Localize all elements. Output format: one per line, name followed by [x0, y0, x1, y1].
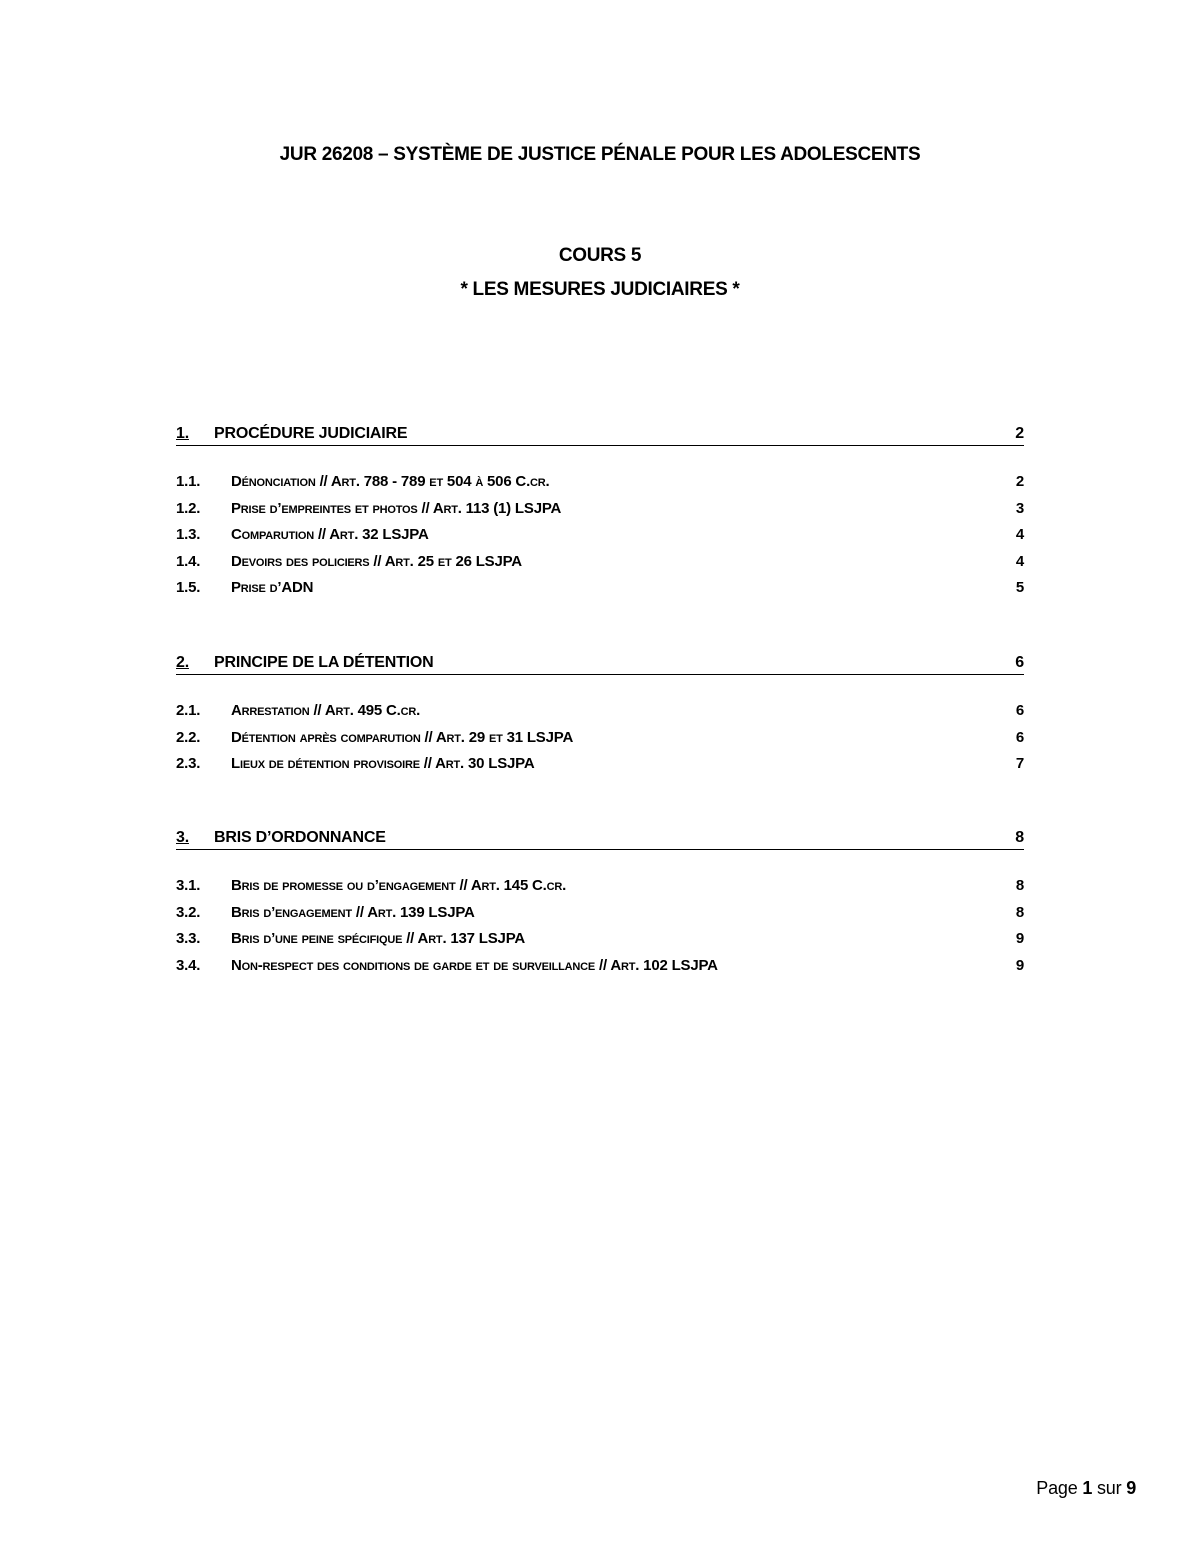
toc-section-1 — [176, 421, 1024, 606]
toc-entry-page: 8 — [1015, 877, 1024, 894]
toc-entry-title: Prise d’ADN — [231, 579, 314, 596]
toc-entry[interactable] — [176, 526, 1024, 553]
toc-entry-page: 6 — [1015, 728, 1024, 746]
toc-entry-number: 3.2. — [176, 903, 201, 921]
toc-entry-page: 8 — [1015, 903, 1024, 921]
footer-page-word: Page — [1036, 1478, 1078, 1498]
toc-entry[interactable] — [176, 755, 1024, 782]
footer-of-word: sur — [1096, 1478, 1122, 1498]
toc-entry-title: Arrestation // Art. 495 C.cr. — [231, 702, 421, 719]
toc-entry-title: Devoirs des policiers // Art. 25 et 26 LSJPA — [231, 552, 522, 570]
toc-heading-title: BRIS D’ORDONNANCE — [214, 829, 386, 846]
toc-entry-page: 4 — [1015, 552, 1024, 570]
toc-entry[interactable] — [176, 957, 1024, 984]
toc-entry-page: 7 — [1015, 755, 1024, 772]
toc-entry[interactable] — [176, 877, 1024, 904]
toc-entry-number: 3.3. — [176, 930, 201, 947]
footer-current-page: 1 — [1082, 1478, 1093, 1498]
toc-entry-number: 1.1. — [176, 473, 201, 490]
toc-entry-number: 2.2. — [176, 728, 201, 746]
toc-heading-number: 1. — [176, 425, 189, 442]
document-title: JUR 26208 – SYSTÈME DE JUSTICE PÉNALE POUR LES ADOLESCENTS — [279, 144, 921, 165]
toc-heading-title: PROCÉDURE JUDICIAIRE — [214, 425, 408, 442]
toc-entry[interactable] — [176, 500, 1024, 527]
toc-entry-title: Détention après comparution // Art. 29 et 31 LSJPA — [231, 728, 574, 746]
page-footer — [1036, 1478, 1136, 1499]
toc-heading-page: 2 — [1015, 425, 1024, 442]
toc-heading-number: 2. — [176, 654, 189, 671]
toc-entry-page: 9 — [1015, 930, 1024, 947]
toc-section-3 — [176, 825, 1024, 983]
toc-heading-page: 6 — [1015, 654, 1024, 671]
toc-entry[interactable] — [176, 553, 1024, 580]
toc-entry-page: 4 — [1015, 526, 1024, 543]
toc-entry-title: Non-respect des conditions de garde et de surveillance // Art. 102 LSJPA — [231, 956, 718, 974]
toc-entry-title: Dénonciation // Art. 788 - 789 et 504 à 506 C.cr. — [231, 473, 550, 490]
toc-heading[interactable] — [176, 825, 1024, 850]
toc-entry-page: 5 — [1015, 579, 1024, 596]
toc-entry-number: 3.1. — [176, 877, 201, 894]
toc-entry-page: 6 — [1015, 702, 1024, 719]
toc-heading-page: 8 — [1015, 829, 1024, 846]
toc-section-2 — [176, 650, 1024, 782]
toc-entry-number: 2.1. — [176, 702, 201, 719]
toc-heading-number: 3. — [176, 829, 189, 846]
toc-entry-title: Bris d’une peine spécifique // Art. 137 LSJPA — [231, 930, 526, 947]
toc-entry-number: 1.5. — [176, 579, 201, 596]
toc-entry-number: 1.2. — [176, 499, 201, 517]
toc-entry[interactable] — [176, 729, 1024, 756]
toc-entry-page: 9 — [1015, 956, 1024, 974]
toc-entry[interactable] — [176, 473, 1024, 500]
toc-heading[interactable] — [176, 650, 1024, 675]
toc-entry-number: 1.4. — [176, 552, 201, 570]
toc-entry[interactable] — [176, 904, 1024, 931]
toc-entry-number: 2.3. — [176, 755, 201, 772]
toc-heading[interactable] — [176, 421, 1024, 446]
toc-heading-title: PRINCIPE DE LA DÉTENTION — [214, 654, 434, 671]
toc-entry[interactable] — [176, 930, 1024, 957]
footer-total-pages: 9 — [1126, 1478, 1136, 1498]
toc-entry-page: 2 — [1015, 473, 1024, 490]
course-number: COURS 5 — [558, 245, 642, 266]
course-subject: * LES MESURES JUDICIAIRES * — [460, 279, 740, 300]
toc-entry-number: 1.3. — [176, 526, 201, 543]
toc-entry-title: Bris de promesse ou d’engagement // Art. 145 C.cr. — [231, 877, 567, 894]
toc-entry-page: 3 — [1015, 499, 1024, 517]
toc-entry[interactable] — [176, 702, 1024, 729]
toc-entry-title: Lieux de détention provisoire // Art. 30 LSJPA — [231, 755, 535, 772]
toc-entry-title: Comparution // Art. 32 LSJPA — [231, 526, 429, 543]
toc-entry-number: 3.4. — [176, 956, 201, 974]
toc-entry-title: Bris d’engagement // Art. 139 LSJPA — [231, 903, 475, 921]
toc-entry[interactable] — [176, 579, 1024, 606]
toc-entry-title: Prise d’empreintes et photos // Art. 113 (1) LSJPA — [231, 499, 562, 517]
